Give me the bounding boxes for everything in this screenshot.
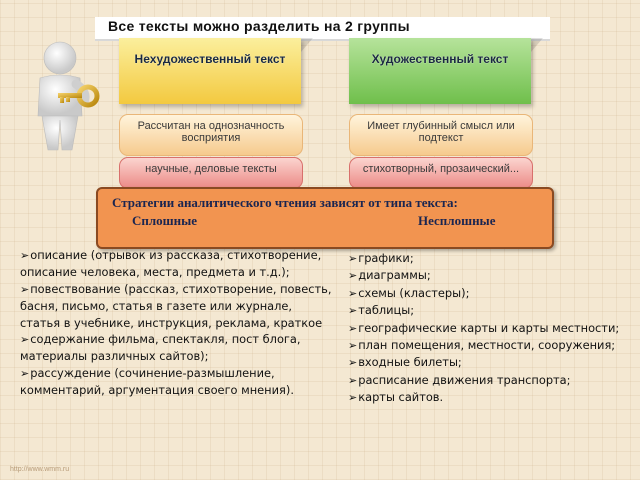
list-item: ➢диаграммы;	[348, 268, 431, 283]
arrow-bullet-icon: ➢	[20, 366, 30, 380]
list-item: ➢расписание движения транспорта;	[348, 372, 571, 387]
arrow-bullet-icon: ➢	[348, 252, 358, 265]
slide-title: Все тексты можно разделить на 2 группы	[108, 18, 410, 34]
list-item: ➢входные билеты;	[348, 355, 462, 370]
list-item: ➢схемы (кластеры);	[348, 285, 470, 300]
footer-url: http://www.wmm.ru	[10, 466, 70, 473]
list-item: ➢карты сайтов.	[348, 390, 444, 405]
continuous-list	[20, 247, 334, 399]
list-item: ➢описание (отрывок из рассказа, стихотворение, описание человека, места, предмета и т.д.);	[20, 248, 322, 280]
arrow-bullet-icon: ➢	[348, 339, 358, 353]
nonfiction-flag-label: Нехудожественный текст	[134, 52, 286, 66]
fiction-flag-label: Художественный текст	[371, 52, 509, 66]
arrow-bullet-icon: ➢	[20, 333, 30, 347]
nonfiction-examples: научные, деловые тексты	[119, 157, 303, 189]
arrow-bullet-icon: ➢	[348, 286, 358, 300]
list-item: ➢рассуждение (сочинение-размышление, комментарий, аргументация своего мнения).	[20, 365, 294, 398]
fiction-flag	[349, 38, 531, 104]
arrow-bullet-icon: ➢	[348, 373, 358, 387]
arrow-bullet-icon: ➢	[348, 321, 358, 335]
person-with-key-icon	[18, 38, 110, 156]
list-item: ➢план помещения, местности, сооружения;	[348, 338, 616, 353]
strategy-box	[96, 187, 554, 249]
arrow-bullet-icon: ➢	[20, 249, 30, 262]
noncontinuous-label: Несплошные	[418, 213, 496, 228]
arrow-bullet-icon: ➢	[20, 282, 30, 296]
strategy-title: Стратегии аналитического чтения зависят от типа текста:	[112, 195, 458, 210]
nonfiction-flag	[119, 38, 301, 104]
arrow-bullet-icon: ➢	[348, 269, 358, 283]
arrow-bullet-icon: ➢	[348, 391, 358, 405]
list-item: ➢географические карты и карты местности;	[348, 320, 620, 335]
fiction-property: Имеет глубинный смысл или подтекст	[349, 114, 533, 156]
arrow-bullet-icon: ➢	[348, 304, 358, 318]
noncontinuous-list	[348, 250, 628, 407]
nonfiction-property: Рассчитан на однозначность восприятия	[119, 114, 303, 156]
list-item: ➢графики;	[348, 251, 414, 265]
fiction-examples: стихотворный, прозаический...	[349, 157, 533, 189]
list-item: ➢содержание фильма, спектакля, пост блога, материалы различных сайтов);	[20, 332, 301, 364]
list-item: ➢повествование (рассказ, стихотворение, повесть, басня, письмо, статья в газете или журнале, статья в учебнике, инструкция, реклама, краткое	[20, 281, 332, 330]
continuous-label: Сплошные	[132, 213, 198, 228]
arrow-bullet-icon: ➢	[348, 356, 358, 370]
list-item: ➢таблицы;	[348, 303, 415, 318]
